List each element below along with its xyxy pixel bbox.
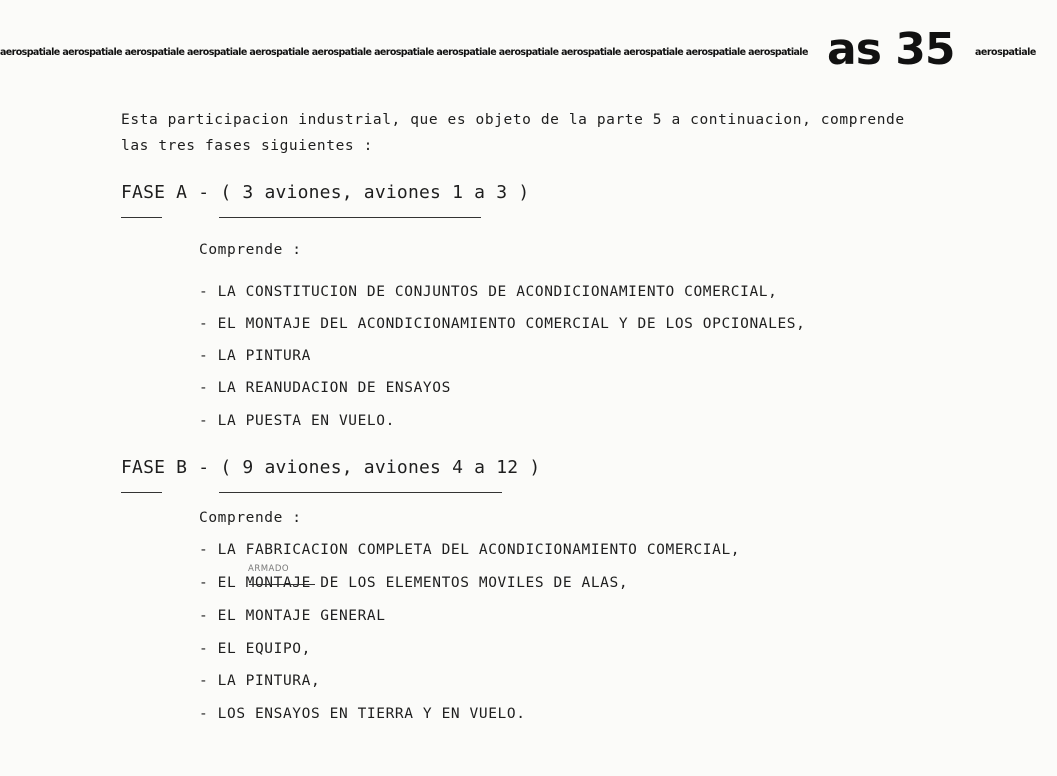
phase-b-underline-right — [219, 492, 502, 493]
phase-b-title: FASE B - ( 9 aviones, aviones 4 a 12 ) — [121, 457, 541, 478]
phase-a-underline-left — [121, 217, 162, 218]
phase-b-item: - LOS ENSAYOS EN TIERRA Y EN VUELO. — [199, 706, 526, 722]
phase-b-item: - EL EQUIPO, — [199, 641, 311, 657]
phase-a-item: - LA PINTURA — [199, 348, 311, 364]
phase-a-comprende-label: Comprende : — [199, 242, 302, 258]
brand-name-right: aerospatiale — [975, 47, 1036, 58]
intro-line-1: Esta participacion industrial, que es objeto de la parte 5 a continuacion, comprende — [121, 112, 905, 128]
phase-b-item: - LA PINTURA, — [199, 673, 321, 689]
phase-b-item: - LA FABRICACION COMPLETA DEL ACONDICIONAMIENTO COMERCIAL, — [199, 542, 741, 558]
handwritten-correction: ARMADO — [248, 564, 290, 574]
phase-b-item: - EL MONTAJE DE LOS ELEMENTOS MOVILES DE ALAS, — [199, 575, 629, 591]
document-header — [0, 24, 1057, 75]
document-logo: as 35 — [827, 24, 955, 75]
phase-a-item: - LA REANUDACION DE ENSAYOS — [199, 380, 451, 396]
phase-b-comprende-label: Comprende : — [199, 510, 302, 526]
phase-a-underline-right — [219, 217, 481, 218]
phase-b-underline-left — [121, 492, 162, 493]
phase-a-item: - EL MONTAJE DEL ACONDICIONAMIENTO COMERCIAL Y DE LOS OPCIONALES, — [199, 316, 806, 332]
phase-b-item: - EL MONTAJE GENERAL — [199, 608, 386, 624]
brand-name-strip: aerospatiale aerospatiale aerospatiale aerospatiale aerospatiale aerospatiale aerospatiale aerospatiale aerospatiale aerospatiale aerospatiale aerospatiale aerospatiale — [0, 47, 808, 58]
phase-a-title: FASE A - ( 3 aviones, aviones 1 a 3 ) — [121, 182, 530, 203]
strikethrough-mark — [249, 584, 315, 585]
phase-a-item: - LA CONSTITUCION DE CONJUNTOS DE ACONDICIONAMIENTO COMERCIAL, — [199, 284, 778, 300]
phase-a-item: - LA PUESTA EN VUELO. — [199, 413, 395, 429]
intro-line-2: las tres fases siguientes : — [121, 138, 373, 154]
